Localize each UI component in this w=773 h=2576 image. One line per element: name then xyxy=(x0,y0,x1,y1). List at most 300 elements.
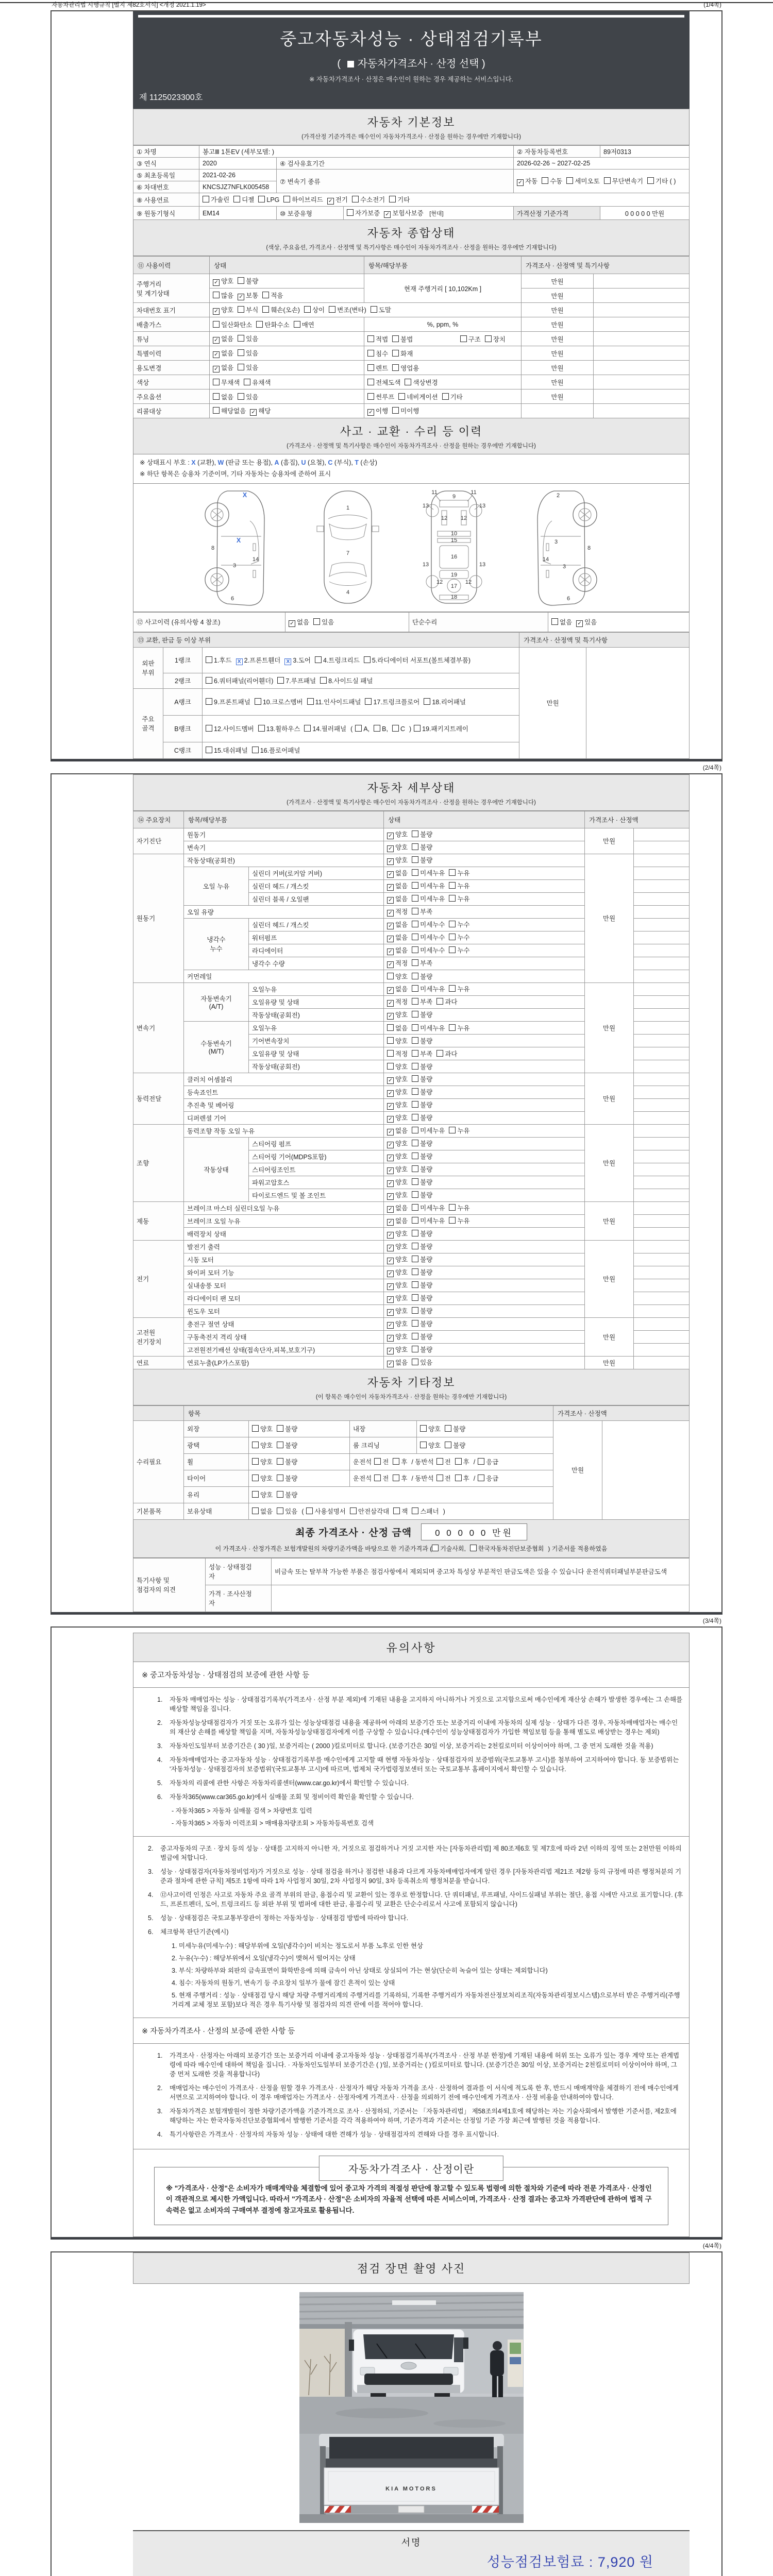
checkbox-glyph xyxy=(412,985,418,992)
checkbox-양호[interactable] xyxy=(420,1424,441,1433)
checkbox-11인사이드패널[interactable] xyxy=(307,697,361,706)
checkbox-양호[interactable] xyxy=(252,1490,273,1499)
checkbox-불량[interactable] xyxy=(412,1062,432,1071)
td: 1랭크 xyxy=(163,647,203,673)
td: 실내송풍 모터 xyxy=(184,1279,384,1292)
checkbox-후[interactable] xyxy=(455,1473,469,1483)
notice-item xyxy=(157,1718,684,1737)
td: 2026-02-26 ~ 2027-02-25 xyxy=(514,158,690,170)
notice-subitem: 2. 누유(누수) : 해당부위에서 오일(냉각수)이 맺혀서 떨어지는 상태 xyxy=(172,1954,356,1962)
tr xyxy=(133,146,690,158)
checkbox-양호[interactable] xyxy=(387,1139,408,1148)
td xyxy=(384,905,585,918)
checkbox-불량[interactable] xyxy=(277,1424,297,1433)
checkbox-glyph xyxy=(374,725,380,732)
checkbox-12사이드멤버[interactable] xyxy=(206,724,254,733)
checkbox-영업용[interactable] xyxy=(392,363,419,372)
checkbox-화재[interactable] xyxy=(392,349,413,358)
checkbox-label: 없음 xyxy=(221,350,234,357)
checkbox-양호[interactable] xyxy=(387,1293,408,1303)
checkbox-적정[interactable] xyxy=(387,907,408,917)
checkbox-누유[interactable] xyxy=(449,1126,469,1135)
checkbox-13휠하우스[interactable] xyxy=(258,724,300,733)
checkbox-전[interactable] xyxy=(436,1473,451,1483)
checkbox-미세누유[interactable] xyxy=(412,1126,445,1135)
checkbox-불량[interactable] xyxy=(277,1457,297,1466)
checkbox-무채색[interactable] xyxy=(213,378,240,387)
checkbox-3도어[interactable] xyxy=(284,655,311,665)
checkbox-양호[interactable] xyxy=(387,1087,408,1097)
checkbox-네비게이션[interactable] xyxy=(398,392,438,401)
checkbox-불량[interactable] xyxy=(412,1190,432,1199)
checkbox-도말[interactable] xyxy=(371,305,391,314)
td xyxy=(634,1253,690,1266)
plain-text: ( xyxy=(301,1508,304,1516)
td xyxy=(249,1420,350,1437)
checkbox-glyph xyxy=(255,698,261,705)
checkbox-양호[interactable] xyxy=(387,829,408,839)
checkbox-양호[interactable] xyxy=(387,842,408,852)
overall-row xyxy=(133,346,690,361)
checkbox-미세누유[interactable] xyxy=(412,868,445,877)
checkbox-양호[interactable] xyxy=(420,1440,441,1450)
checkbox-적정[interactable] xyxy=(387,1049,408,1058)
td xyxy=(548,612,690,632)
checkbox-누유[interactable] xyxy=(449,881,469,890)
checkbox-적정[interactable] xyxy=(387,997,408,1007)
checkbox-응급[interactable] xyxy=(478,1457,498,1466)
checkbox-glyph xyxy=(252,1507,259,1514)
checkbox-없음[interactable] xyxy=(387,945,408,955)
checkbox-18리어패널[interactable] xyxy=(424,697,466,706)
checkbox-누유[interactable] xyxy=(449,1203,469,1212)
checkbox-17트렁크플로어[interactable] xyxy=(365,697,419,706)
overall-row xyxy=(133,274,690,289)
td: 실린더 커버(로커암 커버) xyxy=(249,867,384,879)
checkbox-label: 과다 xyxy=(445,1050,458,1058)
checkbox-세미오토[interactable] xyxy=(566,176,599,185)
checkbox-7루프패널[interactable] xyxy=(277,676,316,685)
checkbox-양호[interactable] xyxy=(387,1151,408,1161)
checkbox-glyph: ✓ xyxy=(387,1206,394,1213)
checkbox-일산화탄소[interactable] xyxy=(213,320,252,329)
checkbox-무단변속기[interactable] xyxy=(604,176,643,185)
checkbox-구조[interactable] xyxy=(460,334,481,344)
td: ⑩ 보증유형 xyxy=(277,207,344,220)
checkbox-보통[interactable] xyxy=(238,291,258,300)
checkbox-label: 누유 xyxy=(457,1024,470,1032)
checkbox-없음[interactable] xyxy=(387,920,408,929)
checkbox-불량[interactable] xyxy=(412,1177,432,1187)
checkbox-없음[interactable] xyxy=(387,881,408,891)
checkbox-불량[interactable] xyxy=(412,1151,432,1161)
checkbox-양호[interactable] xyxy=(252,1440,273,1450)
checkbox-사용설명서[interactable] xyxy=(306,1506,345,1516)
checkbox-있음[interactable] xyxy=(277,1506,297,1516)
checkbox-과다[interactable] xyxy=(436,997,457,1006)
checkbox-양호[interactable] xyxy=(387,1190,408,1200)
checkbox-양호[interactable] xyxy=(387,1242,408,1251)
span: 성능 · 상태점검자(자동차정비업자)가 거짓으로 성능 · 상태 점검을 하거나 점검한 내용과 다르게 자동차매매업자에게 알린 경우 [자동차관리법 제21조 제2항 등의 규정에 따른 행정처분의 기준과 절차에 관한 규칙] 제5조 1항에 따라 1차 사업정지 30일, 2차 사업정지 90일, 3차 등록취소의 행정처분을 받습니다. xyxy=(160,1868,681,1885)
checkbox-2프론트휀더[interactable] xyxy=(236,655,281,665)
checkbox-label: 불량 xyxy=(420,1140,433,1148)
checkbox-양호[interactable] xyxy=(387,1332,408,1342)
checkbox-불량[interactable] xyxy=(412,1242,432,1251)
path xyxy=(363,2334,454,2359)
panel-number: 3 xyxy=(562,563,566,570)
checkbox-불량[interactable] xyxy=(412,972,432,981)
checkbox-불량[interactable] xyxy=(412,1074,432,1083)
span: 5. xyxy=(148,1914,154,1922)
td: 추진축 및 베어링 xyxy=(184,1098,384,1111)
checkbox-없음[interactable] xyxy=(213,392,233,401)
checkbox-불량[interactable] xyxy=(412,1319,432,1328)
checkbox-미이행[interactable] xyxy=(392,406,419,415)
checkbox-불량[interactable] xyxy=(412,1139,432,1148)
checkbox-1후드[interactable] xyxy=(206,655,232,665)
checkbox-불량[interactable] xyxy=(412,1280,432,1290)
checkbox-양호[interactable] xyxy=(387,855,408,865)
checkbox-8사이드실패널[interactable] xyxy=(320,676,373,685)
checkbox-glyph: ✓ xyxy=(387,1348,394,1354)
checkbox-불량[interactable] xyxy=(412,1036,432,1045)
checkbox-glyph xyxy=(445,1425,451,1432)
checkbox-있음[interactable] xyxy=(238,348,258,358)
checkbox-잭[interactable] xyxy=(393,1506,408,1516)
checkbox-없음[interactable] xyxy=(252,1506,273,1516)
checkbox-미세누유[interactable] xyxy=(412,1216,445,1225)
td xyxy=(364,375,522,389)
checkbox-적법[interactable] xyxy=(367,334,388,344)
checkbox-glyph xyxy=(277,677,284,684)
checkbox-19패키지트레이[interactable] xyxy=(414,724,468,733)
checkbox-불량[interactable] xyxy=(412,1100,432,1109)
rect xyxy=(398,2506,424,2513)
td xyxy=(384,957,585,970)
checkbox-전[interactable] xyxy=(374,1457,389,1466)
checkbox-label: 해당없음 xyxy=(221,408,246,415)
checkbox-glyph: ✓ xyxy=(387,1283,394,1290)
checkbox-B[interactable] xyxy=(374,725,388,733)
checkbox-미세누수[interactable] xyxy=(412,945,445,955)
checkbox-glyph xyxy=(277,1475,283,1481)
checkbox-10크로스멤버[interactable] xyxy=(255,697,303,706)
checkbox-label: 후 xyxy=(401,1475,408,1483)
td xyxy=(364,404,522,418)
checkbox-label: 양호 xyxy=(395,1063,408,1071)
checkbox-기타[interactable] xyxy=(389,195,410,204)
checkbox-훼손오손[interactable] xyxy=(262,305,300,314)
checkbox-없음[interactable] xyxy=(289,617,309,627)
checkbox-양호[interactable] xyxy=(213,276,233,286)
checkbox-glyph xyxy=(206,656,212,663)
checkbox-불량[interactable] xyxy=(412,1229,432,1238)
checkbox-없음[interactable] xyxy=(387,1358,408,1367)
checkbox-양호[interactable] xyxy=(387,1267,408,1277)
checkbox-양호[interactable] xyxy=(387,1229,408,1239)
checkbox-전기[interactable] xyxy=(327,195,348,205)
checkbox-불량[interactable] xyxy=(412,1255,432,1264)
rect xyxy=(463,2337,468,2349)
checkbox-label: 있음 xyxy=(584,618,597,626)
checkbox-미세누수[interactable] xyxy=(412,933,445,942)
checkbox-불량[interactable] xyxy=(412,1332,432,1341)
checkbox-미세누유[interactable] xyxy=(412,881,445,890)
checkbox-누유[interactable] xyxy=(449,1216,469,1225)
checkbox-수동[interactable] xyxy=(542,176,562,185)
td xyxy=(634,1073,690,1086)
checkbox-해당[interactable] xyxy=(250,406,271,416)
checkbox-없음[interactable] xyxy=(387,1216,408,1226)
td xyxy=(384,1034,585,1047)
checkbox-불법[interactable] xyxy=(392,334,413,344)
checkbox-label: 양호 xyxy=(395,1230,408,1238)
checkbox-기술사회[interactable] xyxy=(432,1544,466,1553)
checkbox-미세누유[interactable] xyxy=(412,1023,445,1032)
form-page-3 xyxy=(51,1626,722,2240)
checkbox-15대쉬패널[interactable] xyxy=(206,745,248,755)
checkbox-불량[interactable] xyxy=(412,1113,432,1122)
checkbox-없음[interactable] xyxy=(387,933,408,942)
checkbox-변조변타[interactable] xyxy=(329,305,366,314)
checkbox-불량[interactable] xyxy=(412,829,432,839)
checkbox-있음[interactable] xyxy=(238,363,258,372)
checkbox-양호[interactable] xyxy=(252,1457,273,1466)
checkbox-있음[interactable] xyxy=(576,617,597,627)
checkbox-양호[interactable] xyxy=(387,1280,408,1290)
checkbox-전체도색[interactable] xyxy=(367,378,400,387)
checkbox-양호[interactable] xyxy=(387,1345,408,1354)
checkbox-없음[interactable] xyxy=(213,348,233,358)
checkbox-상이[interactable] xyxy=(304,305,325,314)
checkbox-부족[interactable] xyxy=(412,958,432,968)
checkbox-기타[interactable] xyxy=(442,392,463,401)
checkbox-누유[interactable] xyxy=(449,1023,469,1032)
checkbox-glyph xyxy=(412,1294,418,1301)
checkbox-누유[interactable] xyxy=(449,894,469,903)
checkbox-유채색[interactable] xyxy=(244,378,271,387)
panel-number: 18 xyxy=(450,594,458,600)
checkbox-있음[interactable] xyxy=(412,1358,432,1367)
checkbox-양호[interactable] xyxy=(387,1177,408,1187)
checkbox-양호[interactable] xyxy=(387,1010,408,1020)
checkbox-불량[interactable] xyxy=(412,1345,432,1354)
checkbox-glyph: ✓ xyxy=(213,366,220,372)
plain-text: ) xyxy=(409,725,412,733)
checkbox-C[interactable] xyxy=(392,725,405,733)
checkbox-양호[interactable] xyxy=(387,1062,408,1071)
checkbox-label: 양호 xyxy=(395,973,408,980)
checkbox-14필러패널[interactable] xyxy=(304,724,346,733)
checkbox-없음[interactable] xyxy=(551,617,572,626)
checkbox-스패너[interactable] xyxy=(412,1506,439,1516)
checkbox-불량[interactable] xyxy=(277,1490,297,1499)
checkbox-label: 불량 xyxy=(420,844,433,852)
checkbox-양호[interactable] xyxy=(387,1113,408,1123)
checkbox-5라디에이터서포트볼트체결부품[interactable] xyxy=(364,655,470,665)
checkbox-label: 불량 xyxy=(420,1333,433,1341)
checkbox-누수[interactable] xyxy=(449,920,469,929)
checkbox-후[interactable] xyxy=(393,1457,407,1466)
checkbox-양호[interactable] xyxy=(213,305,233,315)
checkbox-불량[interactable] xyxy=(277,1473,297,1483)
checkbox-불량[interactable] xyxy=(412,842,432,852)
checkbox-glyph xyxy=(213,407,220,414)
checkbox-없음[interactable] xyxy=(387,894,408,904)
checkbox-미세누유[interactable] xyxy=(412,1203,445,1212)
checkbox-label: 누유 xyxy=(457,1205,470,1212)
checkbox-불량[interactable] xyxy=(412,1293,432,1302)
checkbox-불량[interactable] xyxy=(412,1010,432,1019)
checkbox-수소전기[interactable] xyxy=(352,195,385,204)
checkbox-LPG[interactable] xyxy=(258,196,279,204)
checkbox-누유[interactable] xyxy=(449,984,469,993)
checkbox-없음[interactable] xyxy=(387,1126,408,1136)
checkbox-미세누유[interactable] xyxy=(412,894,445,903)
checkbox-가솔린[interactable] xyxy=(203,195,229,204)
checkbox-적정[interactable] xyxy=(387,958,408,968)
td xyxy=(634,944,690,957)
span: 자동차인도일부터 보증기간은 ( 30 )일, 보증거리는 ( 2000 )킬로미터로 합니다. (보증기간은 30일 이상, 보증거리는 2천킬로미터 이상이어야 하며, 그 중 먼저 도래한 것을 적용) xyxy=(170,1742,653,1750)
checkbox-불량[interactable] xyxy=(412,1267,432,1277)
checkbox-양호[interactable] xyxy=(387,1036,408,1045)
checkbox-안전삼각대[interactable] xyxy=(350,1506,389,1516)
checkbox-누유[interactable] xyxy=(449,868,469,877)
checkbox-양호[interactable] xyxy=(387,1255,408,1264)
checkbox-9프론트패널[interactable] xyxy=(206,697,250,706)
checkbox-썬루프[interactable] xyxy=(367,392,394,401)
checkbox-label: 불량 xyxy=(285,1459,298,1466)
checkbox-label: 적정 xyxy=(395,998,408,1006)
span xyxy=(367,334,417,344)
checkbox-자가보증[interactable] xyxy=(347,208,380,217)
td xyxy=(384,1021,585,1034)
checkbox-양호[interactable] xyxy=(387,1306,408,1316)
td: 냉각수 누수 xyxy=(184,918,249,970)
td xyxy=(417,1420,553,1437)
checkbox-양호[interactable] xyxy=(387,1100,408,1110)
detail-row xyxy=(133,1124,690,1137)
checkbox-없음[interactable] xyxy=(213,334,233,344)
checkbox-양호[interactable] xyxy=(252,1424,273,1433)
panel-number: 11 xyxy=(431,489,438,496)
checkbox-6쿼터패널리어휀더[interactable] xyxy=(206,676,273,685)
checkbox-없음[interactable] xyxy=(387,868,408,878)
checkbox-없음[interactable] xyxy=(387,1203,408,1213)
td: 만원 xyxy=(585,982,634,1073)
checkbox-색상변경[interactable] xyxy=(405,378,438,387)
checkbox-4트렁크리드[interactable] xyxy=(315,655,360,665)
span: ) xyxy=(481,58,485,70)
checkbox-A[interactable] xyxy=(355,725,369,733)
checkbox-많음[interactable] xyxy=(213,291,233,300)
checkbox-해당없음[interactable] xyxy=(213,406,246,415)
checkbox-미세누유[interactable] xyxy=(412,984,445,993)
checkbox-있음[interactable] xyxy=(313,617,334,626)
checkbox-이행[interactable] xyxy=(367,406,388,416)
checkbox-자동[interactable] xyxy=(517,176,537,186)
checkbox-불량[interactable] xyxy=(445,1440,465,1450)
checkbox-한국자동차진단보증협회[interactable] xyxy=(470,1544,544,1553)
checkbox-매연[interactable] xyxy=(294,320,314,329)
checkbox-label: 불량 xyxy=(420,1230,433,1238)
checkbox-없음[interactable] xyxy=(387,1023,408,1032)
checkbox-label: 불량 xyxy=(420,1320,433,1328)
checkbox-label: 양호 xyxy=(221,307,234,314)
checkbox-부족[interactable] xyxy=(412,1049,432,1058)
td xyxy=(634,1356,690,1369)
span: ( xyxy=(337,58,341,70)
checkbox-불량[interactable] xyxy=(445,1424,465,1433)
checkbox-label: 양호 xyxy=(260,1442,273,1450)
div xyxy=(0,1,773,9)
checkbox-양호[interactable] xyxy=(252,1473,273,1483)
panel-number: 4 xyxy=(346,589,350,596)
checkbox-장치[interactable] xyxy=(485,334,506,344)
checkbox-누수[interactable] xyxy=(449,933,469,942)
checkbox-없음[interactable] xyxy=(387,984,408,994)
checkbox-label: 양호 xyxy=(395,1320,408,1328)
td: 커먼레일 xyxy=(184,970,384,982)
checkbox-후[interactable] xyxy=(393,1473,407,1483)
notice-item xyxy=(148,1844,684,1862)
checkbox-후[interactable] xyxy=(455,1457,469,1466)
td xyxy=(384,1356,585,1369)
checkbox-보험사보증[interactable] xyxy=(384,208,423,218)
checkbox-있음[interactable] xyxy=(238,334,258,343)
checkbox-부족[interactable] xyxy=(412,907,432,916)
checkbox-양호[interactable] xyxy=(387,1319,408,1329)
checkbox-적음[interactable] xyxy=(262,291,283,300)
checkbox-label: 11.인사이드패널 xyxy=(315,699,361,706)
checkbox-기타[interactable] xyxy=(647,176,676,185)
checkbox-침수[interactable] xyxy=(367,349,388,358)
checkbox-렌트[interactable] xyxy=(367,363,388,372)
checkbox-없음[interactable] xyxy=(213,363,233,372)
checkbox-불량[interactable] xyxy=(412,855,432,865)
checkbox-미세누수[interactable] xyxy=(412,920,445,929)
td xyxy=(384,1163,585,1176)
checkbox-디젤[interactable] xyxy=(233,195,254,204)
checkbox-응급[interactable] xyxy=(478,1473,498,1483)
checkbox-있음[interactable] xyxy=(238,392,258,401)
td: 원동기 xyxy=(133,854,184,982)
final-price-row xyxy=(133,1520,690,1558)
checkbox-전[interactable] xyxy=(374,1473,389,1483)
form-subtitle xyxy=(137,55,685,70)
td: 용도변경 xyxy=(133,361,210,375)
checkbox-탄화수소[interactable] xyxy=(256,320,289,329)
checkbox-과다[interactable] xyxy=(436,1049,457,1058)
checkbox-불량[interactable] xyxy=(238,276,258,285)
checkbox-양호[interactable] xyxy=(387,972,408,981)
checkbox-부식[interactable] xyxy=(238,305,258,314)
checkbox-양호[interactable] xyxy=(387,1164,408,1174)
checkbox-불량[interactable] xyxy=(412,1164,432,1174)
checkbox-불량[interactable] xyxy=(412,1087,432,1096)
checkbox-16플로어패널[interactable] xyxy=(252,745,300,755)
checkbox-label: 전기 xyxy=(335,196,348,204)
checkbox-부족[interactable] xyxy=(412,997,432,1006)
checkbox-glyph: ✓ xyxy=(213,337,220,344)
checkbox-불량[interactable] xyxy=(277,1440,297,1450)
checkbox-하이브리드[interactable] xyxy=(283,195,323,204)
checkbox-불량[interactable] xyxy=(412,1306,432,1315)
checkbox-glyph xyxy=(412,1050,418,1057)
checkbox-양호[interactable] xyxy=(387,1074,408,1084)
checkbox-전[interactable] xyxy=(436,1457,451,1466)
checkbox-누수[interactable] xyxy=(449,945,469,955)
